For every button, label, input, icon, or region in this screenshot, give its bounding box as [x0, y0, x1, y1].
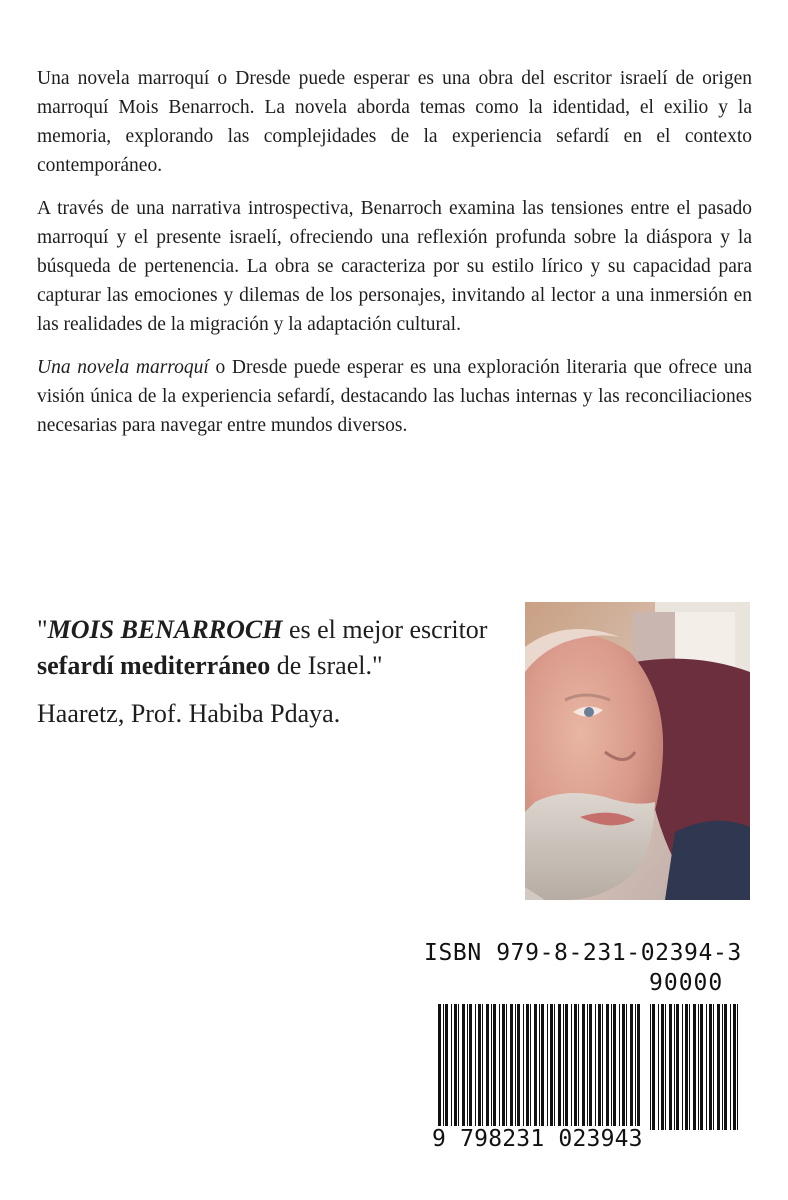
author-quote [37, 612, 517, 732]
barcode-bar [635, 1004, 636, 1130]
barcode-bar [689, 1004, 690, 1130]
author-portrait-icon [525, 602, 750, 900]
barcode-bar [486, 1004, 489, 1130]
barcode-bar [626, 1004, 627, 1130]
barcode-bar [665, 1004, 666, 1130]
barcode-bar [582, 1004, 585, 1130]
barcode-bar [526, 1004, 529, 1130]
barcode-bar [637, 1004, 640, 1130]
barcode-bar [534, 1004, 537, 1130]
barcode-bar [571, 1004, 572, 1130]
barcode-bar [630, 1004, 633, 1130]
barcode-bar [650, 1004, 651, 1130]
quote-bold-phrase: sefardí mediterráneo [37, 651, 271, 680]
barcode-bar [733, 1004, 736, 1130]
barcode-bar [558, 1004, 561, 1130]
synopsis-paragraph-1: Una novela marroquí o Dresde puede esperar es una obra del escritor israelí de origen marroquí Mois Benarroch. La novela aborda temas como la identidad, el exilio y la memoria, explorando las complejidades de la experiencia sefardí en el contexto contemporáneo. [37, 68, 752, 176]
barcode-bar [475, 1004, 476, 1130]
isbn-text: ISBN 979-8-231-02394-3 [424, 940, 742, 966]
quote-open-mark: " [37, 615, 48, 644]
barcode-bar [458, 1004, 459, 1130]
barcode-bar [478, 1004, 481, 1130]
synopsis [37, 64, 752, 454]
barcode-digits: 9 798231 023943 [432, 1126, 643, 1152]
barcode-bar [578, 1004, 579, 1130]
barcode-bar [619, 1004, 620, 1130]
barcode-bar [554, 1004, 555, 1130]
barcode-bar [661, 1004, 664, 1130]
barcode-bar [517, 1004, 520, 1130]
barcode-bar [502, 1004, 505, 1130]
author-portrait-photo [525, 602, 750, 900]
barcode-bar [515, 1004, 516, 1130]
book-title-italic: Una novela marroquí [37, 357, 209, 378]
barcode-bar [541, 1004, 544, 1130]
barcode-bar [443, 1004, 444, 1130]
barcode-bar [598, 1004, 601, 1130]
quote-end: de Israel." [270, 651, 383, 680]
quote-middle: es el mejor escritor [282, 615, 488, 644]
isbn-barcode [424, 940, 750, 1180]
barcode-bar [613, 1004, 616, 1130]
barcode-bar [602, 1004, 603, 1130]
barcode-bar [700, 1004, 703, 1130]
barcode-bar [706, 1004, 707, 1130]
barcode-bar [717, 1004, 720, 1130]
barcode-bar [611, 1004, 612, 1130]
barcode-bar [674, 1004, 675, 1130]
synopsis-paragraph-3-text: o Dresde puede esperar es una exploración literaria que ofrece una visión única de la experiencia sefardí, destacando las luchas internas y las reconciliaciones necesarias para navegar entre mundos diversos. [37, 357, 753, 436]
barcode-bar [550, 1004, 553, 1130]
barcode-bar [622, 1004, 625, 1130]
barcode-bar [606, 1004, 609, 1130]
barcode-bar [737, 1004, 738, 1130]
barcode-bar [506, 1004, 507, 1130]
synopsis-paragraph-2: A través de una narrativa introspectiva, Benarroch examina las tensiones entre el pasado marroquí y el presente israelí, ofreciendo una reflexión profunda sobre la diáspora y la búsqueda de pertenencia. La obra se caracteriza por su estilo lírico y su capacidad para capturar las emociones y dilemas de los personajes, invitando al lector a una inmersión en las realidades de la migración y la adaptación cultural. [37, 198, 752, 335]
barcode-bar [693, 1004, 696, 1130]
barcode-bar [730, 1004, 731, 1130]
quote-author-name: MOIS BENARROCH [47, 615, 283, 644]
barcode-bar [454, 1004, 457, 1130]
barcode-bar [713, 1004, 714, 1130]
barcode-bar [493, 1004, 496, 1130]
barcode-bar [587, 1004, 588, 1130]
barcode-bar [565, 1004, 568, 1130]
barcode-bar [652, 1004, 655, 1130]
barcode-bar [469, 1004, 472, 1130]
barcode-bar [724, 1004, 727, 1130]
barcode-bar [722, 1004, 723, 1130]
barcode-bar [547, 1004, 548, 1130]
barcode-bar [530, 1004, 531, 1130]
barcode-bar [499, 1004, 500, 1130]
quote-text [37, 612, 517, 684]
barcode-bar [510, 1004, 513, 1130]
barcode-bar [482, 1004, 483, 1130]
synopsis-paragraph-3 [37, 353, 752, 440]
barcode-bar [574, 1004, 577, 1130]
barcode-bar [589, 1004, 592, 1130]
barcode-bar [595, 1004, 596, 1130]
barcode-bar [445, 1004, 448, 1130]
barcode-bar [698, 1004, 699, 1130]
barcode-bar [563, 1004, 564, 1130]
price-addon-text: 90000 [649, 970, 724, 996]
barcode-bar [709, 1004, 712, 1130]
barcode-bar [682, 1004, 683, 1130]
barcode-bar [438, 1004, 441, 1130]
barcode-bar [523, 1004, 524, 1130]
barcode-bar [491, 1004, 492, 1130]
barcode-bar [685, 1004, 688, 1130]
barcode-bar [676, 1004, 679, 1130]
barcode-bar [451, 1004, 452, 1130]
quote-attribution: Haaretz, Prof. Habiba Pdaya. [37, 699, 341, 728]
barcode-bar [462, 1004, 465, 1130]
barcode-bar [658, 1004, 659, 1130]
barcode-bar [467, 1004, 468, 1130]
barcode-bar [539, 1004, 540, 1130]
barcode-bar [669, 1004, 672, 1130]
